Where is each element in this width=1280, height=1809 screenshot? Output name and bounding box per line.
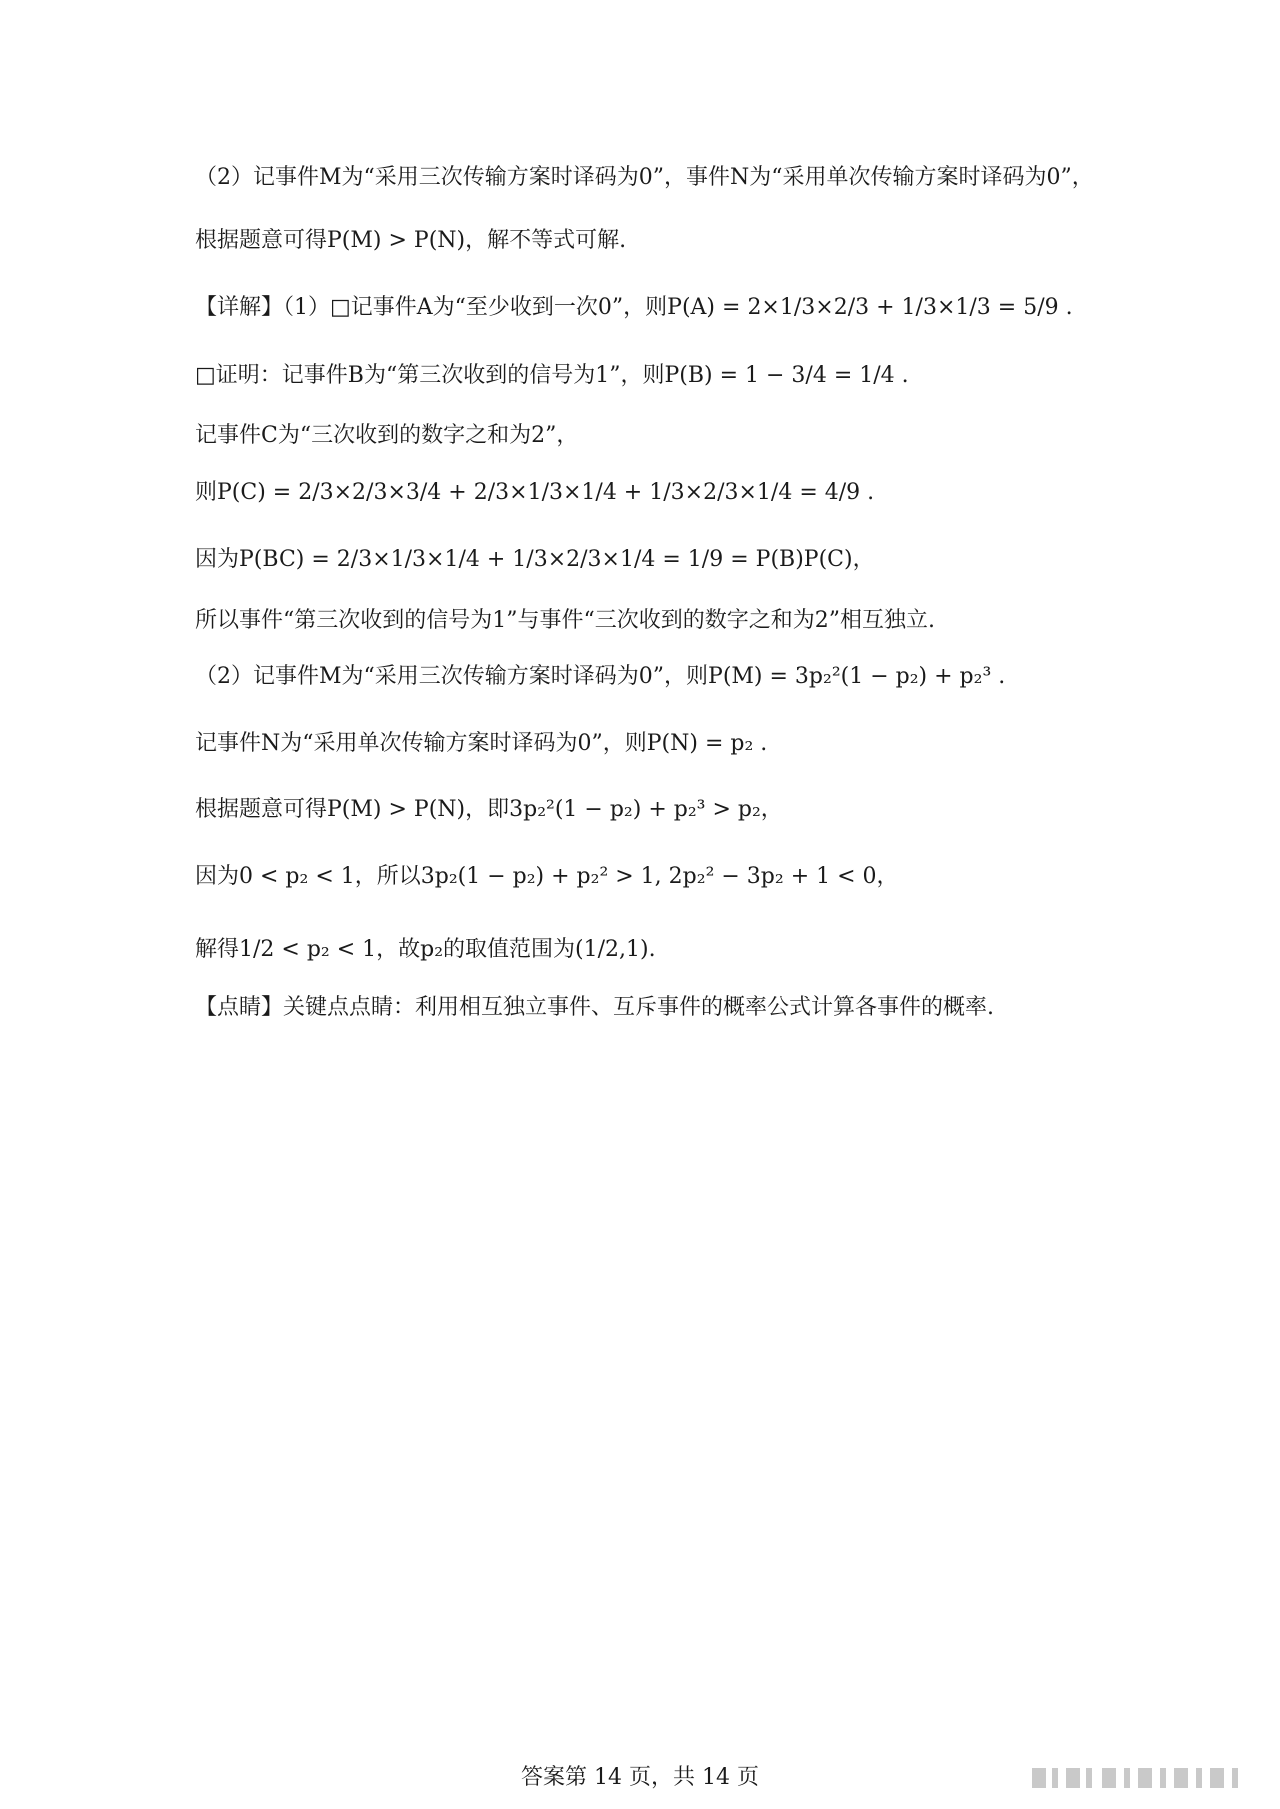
text-line-14: 【点睛】关键点点睛：利用相互独立事件、互斥事件的概率公式计算各事件的概率. <box>195 995 994 1020</box>
text-line-3: 【详解】（1）□记事件A为“至少收到一次0”，则P(A) = 2×1/3×2/3 + 1/3×1/3 = 5/9 . <box>195 295 1073 320</box>
text-line-6: 则P(C) = 2/3×2/3×3/4 + 2/3×1/3×1/4 + 1/3×2/3×1/4 = 4/9 . <box>195 480 875 505</box>
page-footer: 答案第 14 页，共 14 页 <box>521 1765 759 1790</box>
text-line-8: 所以事件“第三次收到的信号为1”与事件“三次收到的数字之和为2”相互独立. <box>195 608 935 633</box>
text-line-1: （2）记事件M为“采用三次传输方案时译码为0”，事件N为“采用单次传输方案时译码为0”， <box>195 165 1094 190</box>
text-line-9: （2）记事件M为“采用三次传输方案时译码为0”，则P(M) = 3p₂²(1 − p₂) + p₂³ . <box>195 664 1006 689</box>
scan-artifact <box>1032 1766 1272 1790</box>
text-line-5: 记事件C为“三次收到的数字之和为2”， <box>195 423 579 448</box>
text-line-7: 因为P(BC) = 2/3×1/3×1/4 + 1/3×2/3×1/4 = 1/9 = P(B)P(C)， <box>195 547 875 572</box>
text-line-13: 解得1/2 < p₂ < 1，故p₂的取值范围为(1/2,1). <box>195 937 656 962</box>
text-line-10: 记事件N为“采用单次传输方案时译码为0”，则P(N) = p₂ . <box>195 731 768 756</box>
text-line-11: 根据题意可得P(M) > P(N)，即3p₂²(1 − p₂) + p₂³ > p₂， <box>195 797 783 822</box>
text-line-12: 因为0 < p₂ < 1，所以3p₂(1 − p₂) + p₂² > 1, 2p₂² − 3p₂ + 1 < 0， <box>195 864 899 889</box>
text-line-2: 根据题意可得P(M) > P(N)，解不等式可解. <box>195 228 627 253</box>
text-line-4: □证明：记事件B为“第三次收到的信号为1”，则P(B) = 1 − 3/4 = 1/4 . <box>195 363 909 388</box>
